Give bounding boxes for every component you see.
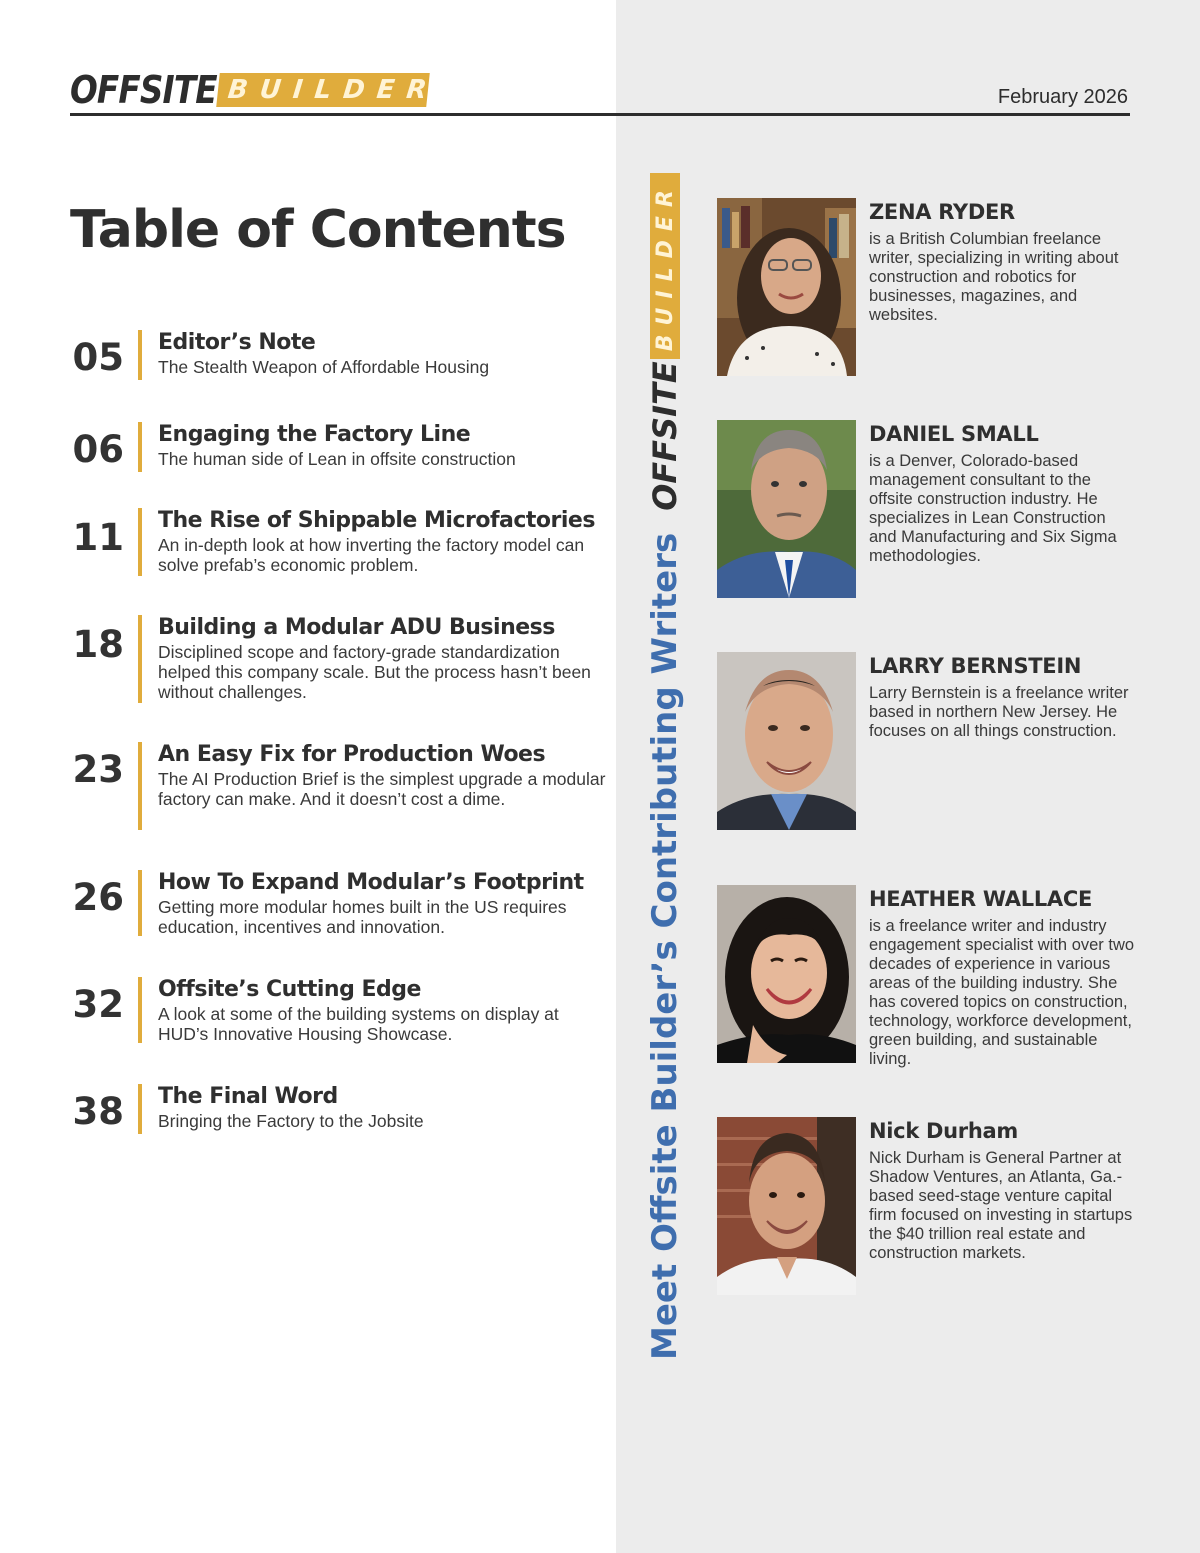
toc-entry-title: The Final Word xyxy=(158,1084,338,1109)
toc-entry-subtitle: A look at some of the building systems on display at HUD’s Innovative Housing Showcase. xyxy=(158,1004,559,1044)
toc-entry[interactable] xyxy=(60,422,600,472)
toc-entry-subtitle: Getting more modular homes built in the US requires education, incentives and innovation. xyxy=(158,897,567,937)
toc-entry-title: Building a Modular ADU Business xyxy=(158,615,555,640)
toc-entry-subtitle: The AI Production Brief is the simplest upgrade a modular factory can make. And it doesn’t cost a dime. xyxy=(158,769,606,809)
toc-entry-subtitle: An in-depth look at how inverting the factory model can solve prefab’s economic problem. xyxy=(158,535,585,575)
toc-entry[interactable] xyxy=(60,870,600,936)
toc-entry-title: Editor’s Note xyxy=(158,330,316,355)
toc-entry-title: Engaging the Factory Line xyxy=(158,422,471,447)
writer-photo xyxy=(717,198,856,376)
offsite-builder-logo xyxy=(70,68,441,112)
toc-divider xyxy=(138,977,142,1043)
writer-photo xyxy=(717,652,856,830)
toc-page-number: 18 xyxy=(72,623,124,666)
toc-entry[interactable] xyxy=(60,615,600,703)
vertical-logo-builder-badge xyxy=(650,173,680,359)
writer-name: LARRY BERNSTEIN xyxy=(869,654,1082,678)
toc-page-number: 26 xyxy=(72,876,124,919)
writer-bio: Larry Bernstein is a freelance writer based in northern New Jersey. He focuses on all things construction. xyxy=(869,684,1129,740)
toc-divider xyxy=(138,615,142,703)
toc-entry-subtitle: The Stealth Weapon of Affordable Housing xyxy=(158,357,490,377)
header-rule xyxy=(70,113,1130,116)
toc-page-number: 11 xyxy=(72,516,124,559)
writer-name: HEATHER WALLACE xyxy=(869,887,1093,911)
writer-card xyxy=(717,1117,1137,1297)
vertical-logo-builder: BUILDER xyxy=(652,181,678,352)
toc-entry[interactable] xyxy=(60,742,606,830)
logo-builder-badge xyxy=(216,73,441,107)
toc-divider xyxy=(138,422,142,472)
writer-name: Nick Durham xyxy=(869,1119,1018,1143)
writer-card xyxy=(717,885,1137,1068)
writer-bio: is a Denver, Colorado-based management consultant to the offsite construction industry. He specializes in Lean Construction and Manufacturing and Six Sigma methodologies. xyxy=(869,452,1117,565)
logo-offsite-text: OFFSITE xyxy=(70,68,217,112)
toc-page-number: 23 xyxy=(72,748,124,791)
writer-photo xyxy=(717,885,856,1063)
issue-date: February 2026 xyxy=(997,86,1128,108)
toc-entry[interactable] xyxy=(60,330,600,380)
toc-divider xyxy=(138,870,142,936)
toc-page-number: 06 xyxy=(72,428,124,471)
toc-page-number: 05 xyxy=(72,336,124,379)
writer-card xyxy=(717,652,1137,832)
toc-divider xyxy=(138,508,142,576)
toc-entry-title: How To Expand Modular’s Footprint xyxy=(158,870,584,895)
writer-name: DANIEL SMALL xyxy=(869,422,1039,446)
toc-title: Table of Contents xyxy=(70,200,566,260)
toc-entry[interactable] xyxy=(60,508,600,576)
toc-entry[interactable] xyxy=(60,1084,600,1134)
toc-entry[interactable] xyxy=(60,977,600,1043)
contributors-heading: Meet Offsite Builder’s Contributing Writers xyxy=(645,532,685,1360)
writer-bio: is a British Columbian freelance writer, specializing in writing about construction and robotics for businesses, magazines, and websites. xyxy=(869,230,1119,324)
writer-card xyxy=(717,420,1137,600)
toc-divider xyxy=(138,330,142,380)
writer-photo xyxy=(717,1117,856,1295)
logo-builder-text: BUILDER xyxy=(226,75,441,105)
toc-entry-subtitle: The human side of Lean in offsite construction xyxy=(158,449,516,469)
writer-photo xyxy=(717,420,856,598)
writer-bio: is a freelance writer and industry engagement specialist with over two decades of experience in various areas of the building industry. She has covered topics on construction, technology, workforce development, green building, and sustainable living. xyxy=(869,917,1135,1068)
toc-page-number: 38 xyxy=(72,1090,124,1133)
toc-divider xyxy=(138,1084,142,1134)
toc-entry-subtitle: Disciplined scope and factory-grade standardization helped this company scale. But the process hasn’t been without challenges. xyxy=(158,642,591,702)
writer-name: ZENA RYDER xyxy=(869,200,1015,224)
toc-entry-title: The Rise of Shippable Microfactories xyxy=(158,508,595,533)
toc-page-number: 32 xyxy=(72,983,124,1026)
vertical-logo xyxy=(646,173,684,511)
writer-bio: Nick Durham is General Partner at Shadow Ventures, an Atlanta, Ga.-based seed-stage venture capital firm focused on investing in startups the $40 trillion real estate and construction markets. xyxy=(869,1149,1133,1262)
toc-entry-title: Offsite’s Cutting Edge xyxy=(158,977,421,1002)
writer-card xyxy=(717,198,1137,378)
vertical-logo-offsite: OFFSITE xyxy=(646,361,684,511)
toc-divider xyxy=(138,742,142,830)
toc-entry-title: An Easy Fix for Production Woes xyxy=(158,742,546,767)
contributors-vertical-heading xyxy=(640,181,690,1360)
toc-entry-subtitle: Bringing the Factory to the Jobsite xyxy=(158,1111,424,1131)
